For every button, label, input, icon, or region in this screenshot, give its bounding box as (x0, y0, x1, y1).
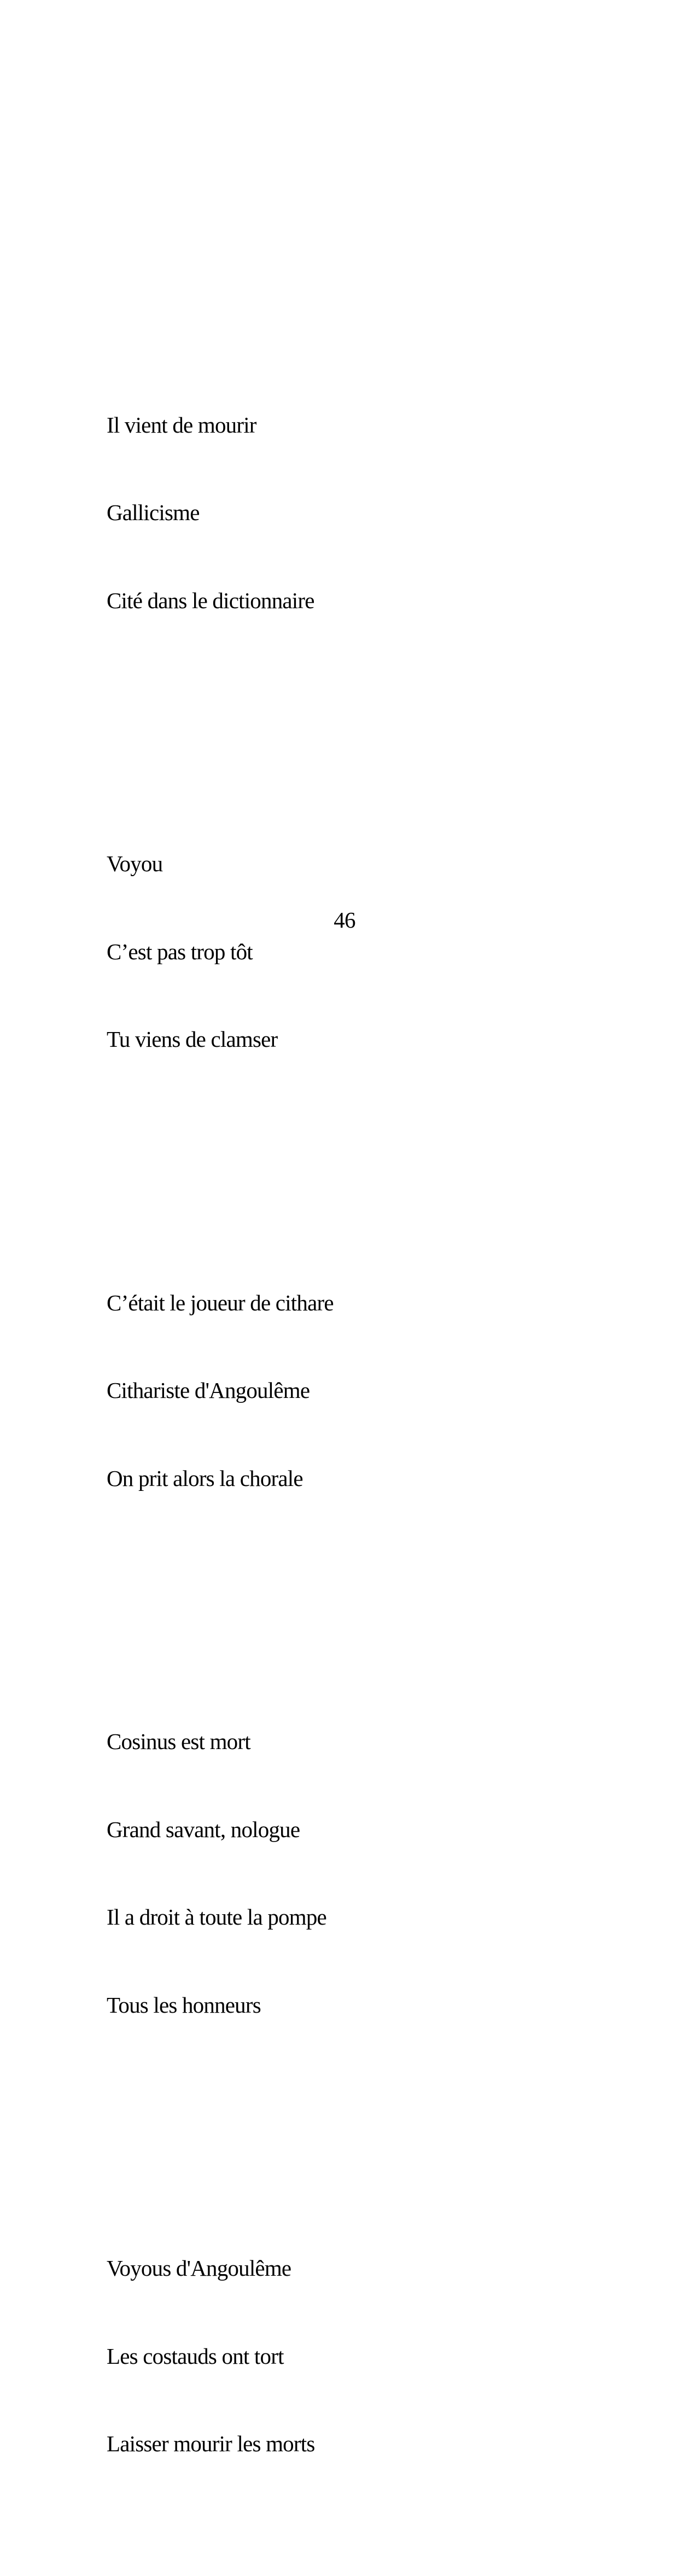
poem-line: Il vient de mourir (107, 412, 256, 438)
poem-line: Cithariste d'Angoulême (107, 1378, 310, 1403)
poem-line: Laisser mourir les morts (107, 2431, 315, 2456)
stanza-2 (107, 791, 334, 1113)
poem-line: On prit alors la chorale (107, 1465, 303, 1491)
poem-line: C’est pas trop tôt (107, 939, 253, 964)
stanza-4 (107, 1669, 334, 2078)
stanza-1 (107, 352, 334, 674)
poem-line: C’était le joueur de cithare (107, 1290, 334, 1315)
poem-line: Voyous d'Angoulême (107, 2256, 291, 2281)
poem-line: Voyou (107, 851, 163, 876)
stanza-5 (107, 2195, 334, 2517)
poem-line: Les costauds ont tort (107, 2343, 284, 2369)
page-number: 46 (334, 907, 355, 933)
poem-line: Il a droit à toute la pompe (107, 1904, 326, 1930)
poem-line: Tu viens de clamser (107, 1027, 278, 1052)
poem-line: Tous les honneurs (107, 1992, 261, 2018)
poem-text (107, 264, 334, 2576)
poem-line: Gallicisme (107, 500, 200, 525)
poem-line: Grand savant, nologue (107, 1816, 300, 1842)
poem-line: Cité dans le dictionnaire (107, 587, 314, 613)
poem-line: Cosinus est mort (107, 1729, 250, 1754)
stanza-3 (107, 1230, 334, 1552)
